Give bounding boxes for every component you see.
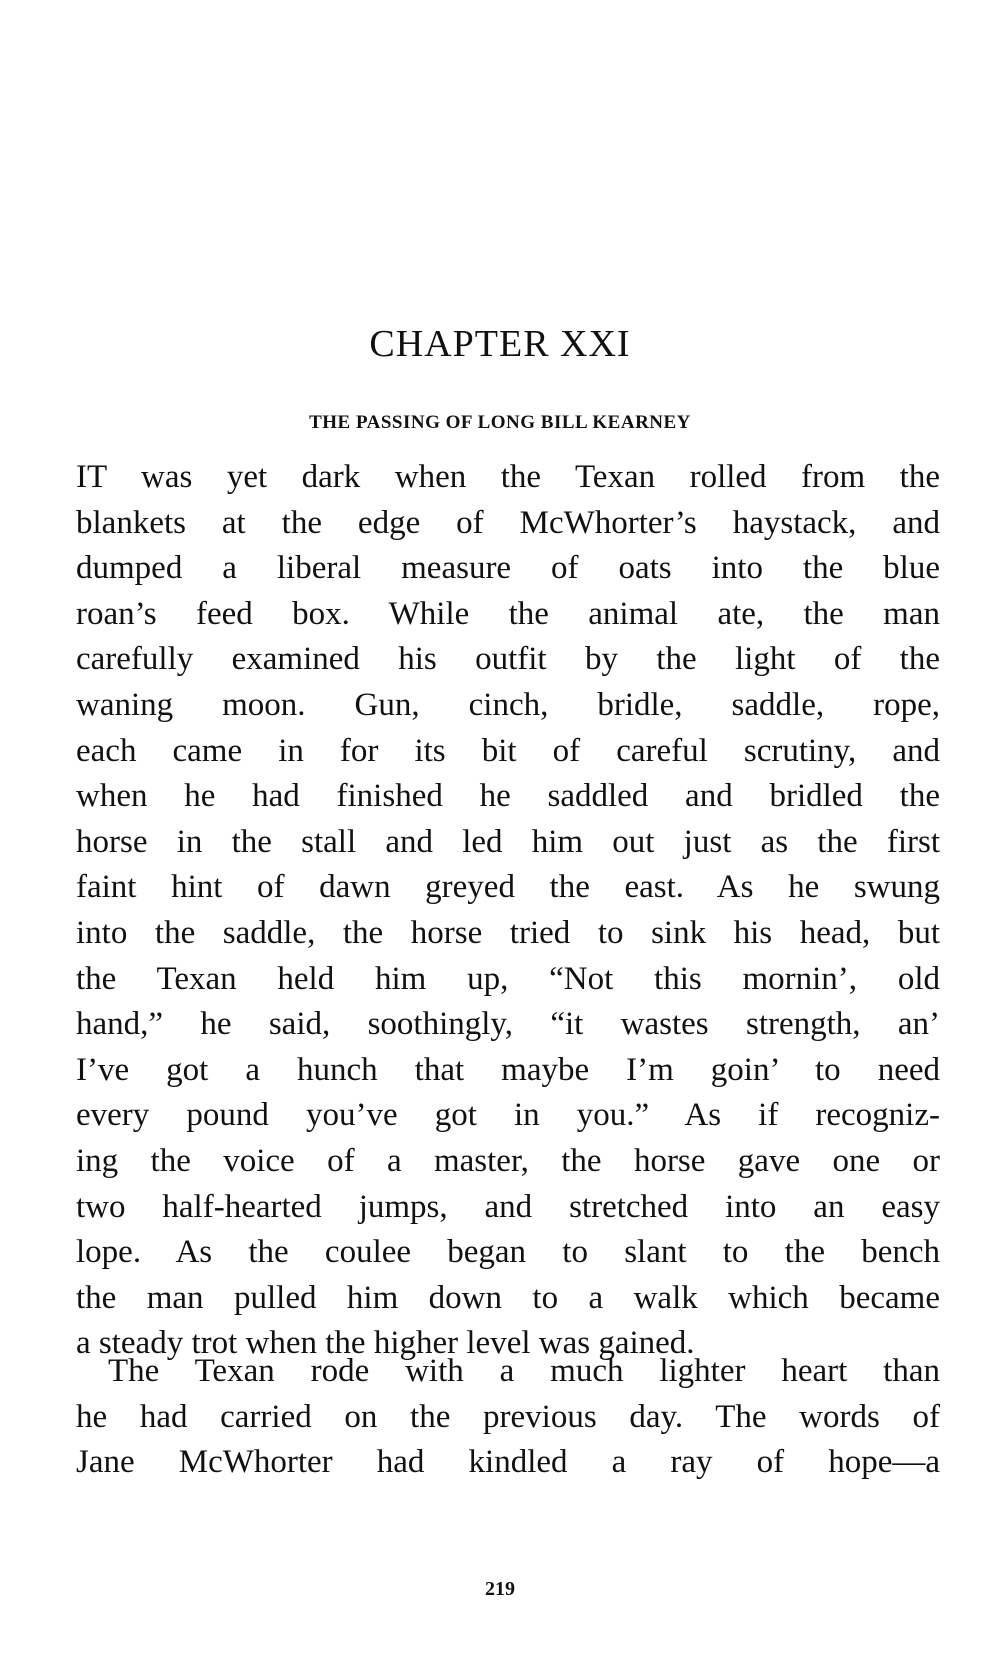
page-number: 219 <box>485 1578 515 1600</box>
text-line: Jane McWhorter had kindled a ray of hope—a <box>76 1444 940 1481</box>
text-line: IT was yet dark when the Texan rolled from the <box>76 459 940 495</box>
text-line: every pound you’ve got in you.” As if recogniz- <box>76 1097 940 1134</box>
text-line: the man pulled him down to a walk which became <box>76 1279 940 1316</box>
text-line: two half-hearted jumps, and stretched into an easy <box>76 1188 940 1225</box>
paragraph-1 <box>76 455 940 1367</box>
text-line: hand,” he said, soothingly, “it wastes strength, an’ <box>76 1006 940 1043</box>
text-line: ing the voice of a master, the horse gave one or <box>76 1142 940 1179</box>
paragraph-2 <box>76 1349 940 1486</box>
chapter-subtitle: THE PASSING OF LONG BILL KEARNEY <box>309 412 691 433</box>
text-line: into the saddle, the horse tried to sink his head, but <box>76 914 940 951</box>
text-line: the Texan held him up, “Not this mornin’, old <box>76 960 940 997</box>
text-line: roan’s feed box. While the animal ate, the man <box>76 595 940 632</box>
text-line: waning moon. Gun, cinch, bridle, saddle, rope, <box>76 686 940 723</box>
text-line: a steady trot when the higher level was gained. <box>76 1325 695 1362</box>
text-line: dumped a liberal measure of oats into the blue <box>76 550 940 587</box>
text-line: when he had finished he saddled and bridled the <box>76 778 940 815</box>
text-line: each came in for its bit of careful scrutiny, and <box>76 732 940 769</box>
text-line: lope. As the coulee began to slant to the bench <box>76 1234 940 1271</box>
text-line: he had carried on the previous day. The words of <box>76 1398 940 1435</box>
text-line: faint hint of dawn greyed the east. As he swung <box>76 869 940 906</box>
text-line: horse in the stall and led him out just as the first <box>76 823 940 860</box>
text-line: blankets at the edge of McWhorter’s haystack, and <box>76 504 940 541</box>
text-line: The Texan rode with a much lighter heart than <box>108 1353 940 1389</box>
chapter-title: CHAPTER XXI <box>369 323 631 365</box>
text-line: I’ve got a hunch that maybe I’m goin’ to need <box>76 1051 940 1088</box>
text-line: carefully examined his outfit by the light of the <box>76 641 940 678</box>
